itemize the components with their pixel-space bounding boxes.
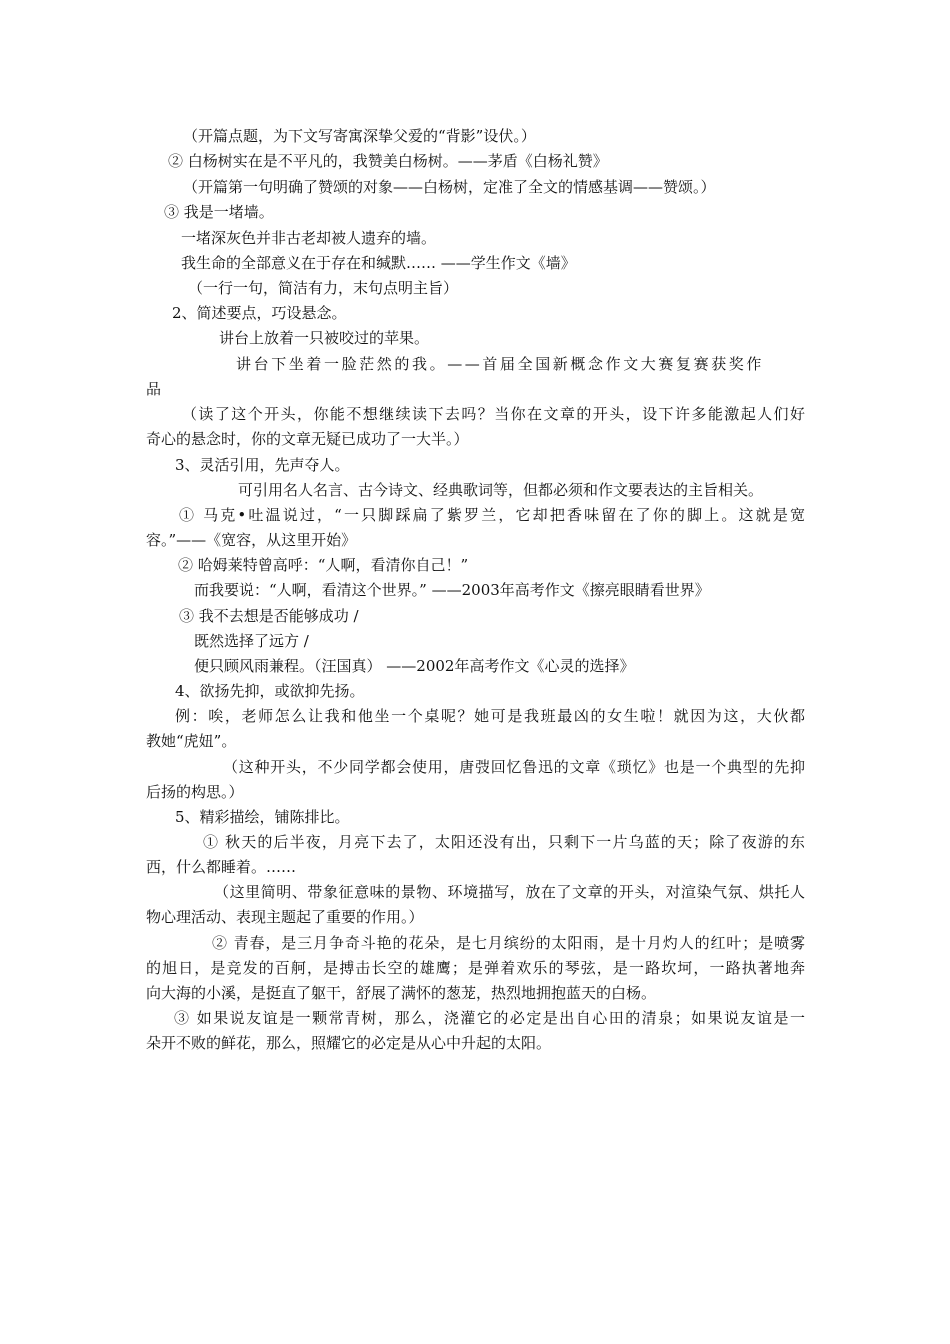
line-note-suoyi-2: 后扬的构思。）: [146, 783, 244, 801]
line-wall-1: 一堵深灰色并非古老却被人遗弃的墙。: [181, 229, 437, 247]
line-note-suoyi-1: （这种开头，不少同学都会使用，唐弢回忆鲁迅的文章《琐忆》也是一个典型的先抑: [223, 758, 805, 776]
line-example-1: 例：唉，老师怎么让我和他坐一个桌呢？她可是我班最凶的女生啦！就因为这，大伙都: [175, 707, 805, 725]
line-note-baiyang: （开篇第一句明确了赞颂的对象——白杨树，定准了全文的情感基调——赞颂。）: [183, 178, 716, 196]
line-note-suspense-2: 奇心的悬念时，你的文章无疑已成功了一大半。）: [146, 430, 469, 448]
line-mark-twain-1: ① 马克•吐温说过，“一只脚踩扁了紫罗兰，它却把香味留在了你的脚上。这就是宽: [179, 506, 805, 524]
line-youth-1: ② 青春，是三月争奇斗艳的花朵，是七月缤纷的太阳雨，是十月灼人的红叶；是喷雾: [212, 934, 805, 952]
line-note-beiying: （开篇点题，为下文写寄寓深挚父爱的“背影”设伏。）: [183, 127, 536, 145]
line-autumn-2: 西，什么都睡着。……: [146, 858, 297, 876]
heading-5: 5、精彩描绘，铺陈排比。: [175, 808, 350, 826]
line-poem-1: ③ 我不去想是否能够成功 /: [179, 607, 359, 625]
heading-3: 3、灵活引用，先声夺人。: [175, 456, 350, 474]
line-note-scene-2: 物心理活动、表现主题起了重要的作用。）: [146, 908, 424, 926]
line-apple-2: 讲台下坐着一脸茫然的我。——首届全国新概念作文大赛复赛获奖作: [236, 355, 765, 373]
line-note-suspense-1: （读了这个开头，你能不想继续读下去吗？当你在文章的开头，设下许多能激起人们好: [182, 405, 805, 423]
line-mark-twain-2: 容。”——《宽容，从这里开始》: [146, 531, 357, 549]
line-apple-2-wrap: 品: [146, 380, 162, 398]
line-example-2: 教她“虎妞”。: [146, 732, 237, 750]
line-friendship-1: ③ 如果说友谊是一颗常青树，那么，浇灌它的必定是出自心田的清泉；如果说友谊是一: [174, 1009, 805, 1027]
line-youth-2: 的旭日，是竞发的百舸，是搏击长空的雄鹰；是弹着欢乐的琴弦，是一路坎坷，一路执著地奔: [146, 959, 805, 977]
line-note-scene-1: （这里简明、带象征意味的景物、环境描写，放在了文章的开头，对渲染气氛、烘托人: [214, 883, 805, 901]
line-example-baiyang: ② 白杨树实在是不平凡的，我赞美白杨树。——茅盾《白杨礼赞》: [168, 152, 608, 170]
line-hamlet-1: ② 哈姆莱特曾高呼：“人啊，看清你自己！”: [178, 556, 469, 574]
line-apple-1: 讲台上放着一只被咬过的苹果。: [219, 329, 430, 347]
line-poem-3: 便只顾风雨兼程。（汪国真） ——2002年高考作文《心灵的选择》: [194, 657, 635, 675]
line-quote-intro: 可引用名人名言、古今诗文、经典歌词等，但都必须和作文要表达的主旨相关。: [238, 481, 764, 499]
line-poem-2: 既然选择了远方 /: [194, 632, 309, 650]
line-friendship-2: 朵开不败的鲜花，那么，照耀它的必定是从心中升起的太阳。: [146, 1034, 552, 1052]
line-note-wall: （一行一句，简洁有力，末句点明主旨）: [188, 279, 459, 297]
heading-2: 2、简述要点，巧设悬念。: [172, 304, 347, 322]
line-wall-2: 我生命的全部意义在于存在和缄默…… ——学生作文《墙》: [181, 254, 576, 272]
line-hamlet-2: 而我要说：“人啊，看清这个世界。” ——2003年高考作文《擦亮眼睛看世界》: [194, 581, 710, 599]
line-autumn-1: ① 秋天的后半夜，月亮下去了，太阳还没有出，只剩下一片乌蓝的天；除了夜游的东: [203, 833, 805, 851]
line-youth-3: 向大海的小溪，是挺直了躯干，舒展了满怀的葱茏，热烈地拥抱蓝天的白杨。: [146, 984, 657, 1002]
heading-4: 4、欲扬先抑，或欲抑先扬。: [175, 682, 365, 700]
line-example-wall: ③ 我是一堵墙。: [164, 203, 274, 221]
